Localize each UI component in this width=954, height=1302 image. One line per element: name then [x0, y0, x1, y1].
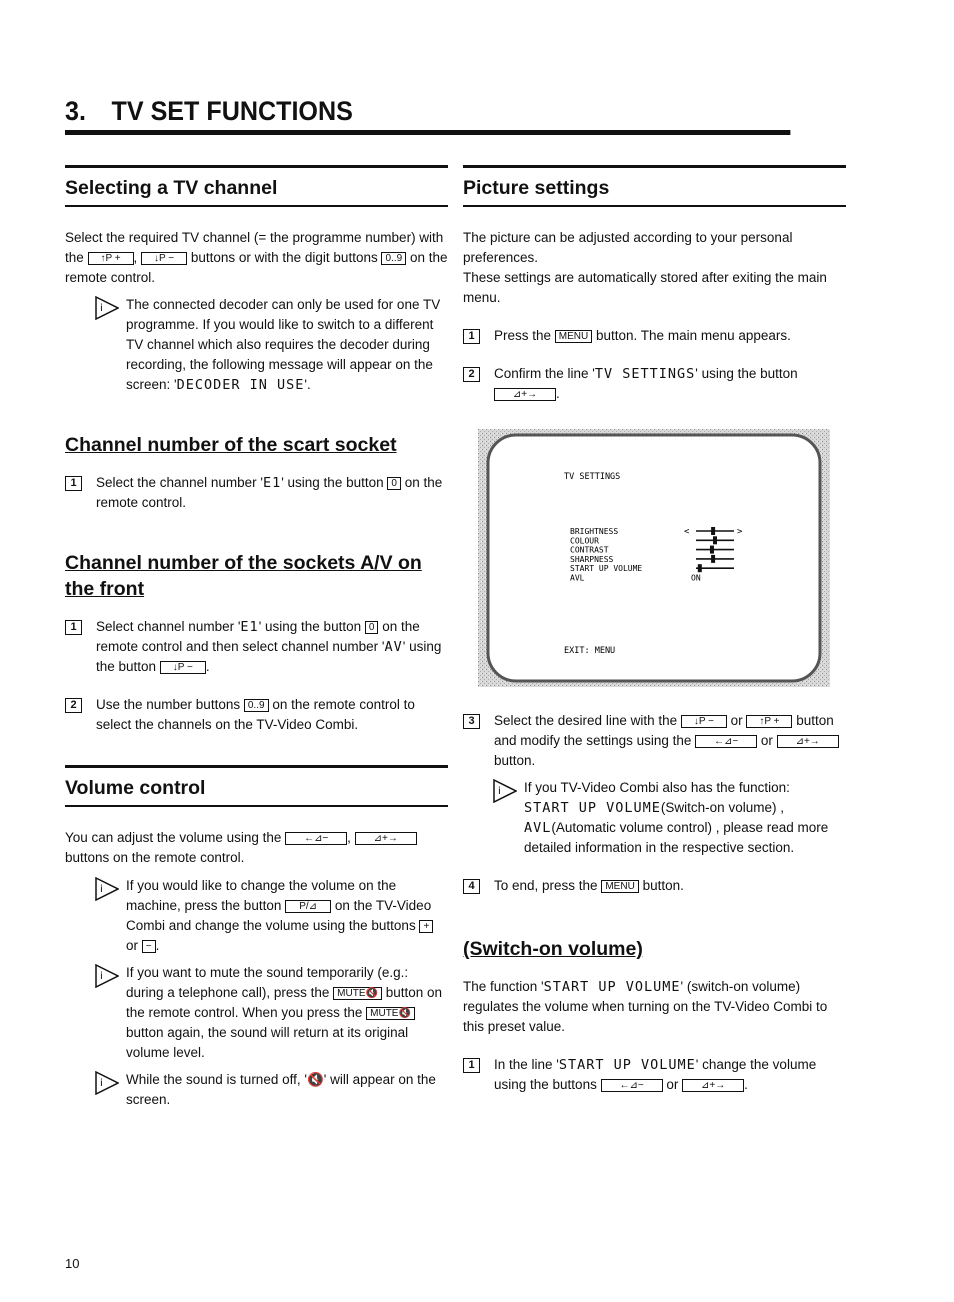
plus-key: + [419, 920, 433, 933]
step-number: 3 [463, 714, 480, 729]
setting-slider-knob [711, 527, 715, 535]
info-icon [95, 1071, 119, 1095]
page-title: 3. TV SET FUNCTIONS [65, 96, 790, 135]
scart-step-1: 1 Select the channel number 'E1' using the button 0 on the remote control. [65, 473, 448, 513]
step-number: 1 [463, 329, 480, 344]
p-down-key: ↓P − [160, 661, 206, 674]
setting-label: BRIGHTNESS [570, 527, 619, 536]
p-down-key: ↓P − [141, 252, 187, 265]
info-note: i If you want to mute the sound temporarily (e.g.: during a telephone call), press the MUTE🔇 button on the remote control. When you press the MUTE🔇 button again, the sound will return at its original volume level. [65, 963, 448, 1063]
vol-up-key: ⊿+→ [777, 735, 839, 748]
picture-step-3: 3 Select the desired line with the ↓P − or ↑P + button and modify the settings using the ←⊿− or ⊿+→ button. [463, 711, 846, 771]
p-up-key: ↑P + [746, 715, 792, 728]
tv-screen [478, 429, 830, 687]
picture-step-2: 2 Confirm the line 'TV SETTINGS' using the button ⊿+→ . [463, 364, 846, 404]
svg-text:i: i [100, 971, 103, 982]
setting-label: AVL [570, 573, 585, 583]
menu-key: MENU [555, 330, 592, 343]
heading-volume: Volume control [65, 765, 448, 807]
info-icon [95, 296, 119, 320]
screen-exit: EXIT: MENU [564, 646, 616, 656]
info-note: i If you TV-Video Combi also has the function: START UP VOLUME(Switch-on volume) , AVL(Automatic volume control) , please read more detailed information in the respective section. [463, 778, 846, 858]
info-note: i If you would like to change the volume on the machine, press the button P/⊿ on the TV-Video Combi and change the volume using the buttons + or − . [65, 876, 448, 956]
left-arrow-icon: < [684, 527, 690, 537]
zero-key: 0 [387, 477, 401, 490]
heading-switchon: (Switch-on volume) [463, 938, 643, 960]
step-number: 2 [65, 698, 82, 713]
vol-down-key: ←⊿− [601, 1079, 663, 1092]
digits-key: 0..9 [381, 252, 406, 265]
svg-text:i: i [100, 884, 103, 895]
right-arrow-icon: > [737, 527, 743, 537]
p-down-key: ↓P − [681, 715, 727, 728]
step-number: 1 [65, 620, 82, 635]
page-number: 10 [65, 1256, 80, 1271]
picture-step-4: 4 To end, press the MENU button. [463, 876, 846, 896]
step-number: 4 [463, 879, 480, 894]
mute-key: MUTE🔇 [366, 1007, 415, 1020]
menu-key: MENU [601, 880, 638, 893]
picture-intro: The picture can be adjusted according to your personal preferences. These settings are automatically stored after exiting the main menu. [463, 230, 827, 305]
step-number: 2 [463, 367, 480, 382]
av-step-2: 2 Use the number buttons 0..9 on the remote control to select the channels on the TV-Video Combi. [65, 695, 448, 735]
vol-up-key: ⊿+→ [682, 1079, 744, 1092]
right-column [463, 165, 846, 404]
setting-slider-knob [711, 555, 715, 563]
setting-label: CONTRAST [570, 545, 609, 555]
info-icon [95, 964, 119, 988]
setting-value: ON [691, 573, 701, 583]
setting-label: SHARPNESS [570, 554, 614, 564]
p-vol-key: P/⊿ [285, 900, 331, 913]
step-number: 1 [463, 1058, 480, 1073]
right-column-lower [463, 711, 846, 1095]
setting-slider-knob [710, 546, 714, 554]
heading-selecting: Selecting a TV channel [65, 165, 448, 207]
digits-key: 0..9 [244, 699, 269, 712]
svg-text:i: i [100, 1078, 103, 1089]
screen-title: TV SETTINGS [564, 472, 621, 482]
setting-label: START UP VOLUME [570, 564, 643, 574]
svg-text:i: i [100, 303, 103, 314]
info-icon [95, 877, 119, 901]
info-note: i While the sound is turned off, '🔇' will appear on the screen. [65, 1070, 448, 1110]
zero-key: 0 [365, 621, 379, 634]
svg-text:i: i [498, 786, 501, 797]
av-step-1: 1 Select channel number 'E1' using the button 0 on the remote control and then select channel number 'AV' using the button ↓P − . [65, 617, 448, 677]
minus-key: − [142, 940, 156, 953]
vol-up-key: ⊿+→ [494, 388, 556, 401]
p-up-key: ↑P + [88, 252, 134, 265]
setting-slider-knob [698, 564, 702, 572]
selecting-text: Select the required TV channel (= the programme number) with the ↑P + , ↓P − buttons or with the digit buttons 0..9 on the remote control. [65, 230, 448, 285]
setting-label: COLOUR [570, 536, 599, 546]
mute-symbol-icon: 🔇 [306, 1072, 324, 1087]
switchon-step-1: 1 In the line 'START UP VOLUME' change the volume using the buttons ←⊿− or ⊿+→ . [463, 1055, 846, 1095]
step-number: 1 [65, 476, 82, 491]
vol-up-key: ⊿+→ [355, 832, 417, 845]
mute-key: MUTE🔇 [333, 987, 382, 1000]
vol-down-key: ←⊿− [695, 735, 757, 748]
left-column [65, 165, 448, 1110]
picture-step-1: 1 Press the MENU button. The main menu appears. [463, 326, 846, 346]
heading-scart: Channel number of the scart socket [65, 434, 397, 456]
volume-text: You can adjust the volume using the ←⊿− , ⊿+→ buttons on the remote control. [65, 828, 448, 868]
heading-picture: Picture settings [463, 165, 846, 207]
switchon-text: The function 'START UP VOLUME' (switch-on volume) regulates the volume when turning on the TV-Video Combi to this preset value. [463, 979, 828, 1034]
vol-down-key: ←⊿− [285, 832, 347, 845]
heading-av: Channel number of the sockets A/V on the front [65, 552, 422, 600]
info-note: i The connected decoder can only be used for one TV programme. If you would like to switch to a different TV channel which also requires the decoder during recording, the following message will appear on the screen: 'DECODER IN USE'. [65, 295, 448, 395]
setting-slider-knob [713, 536, 717, 544]
info-icon [493, 779, 517, 803]
